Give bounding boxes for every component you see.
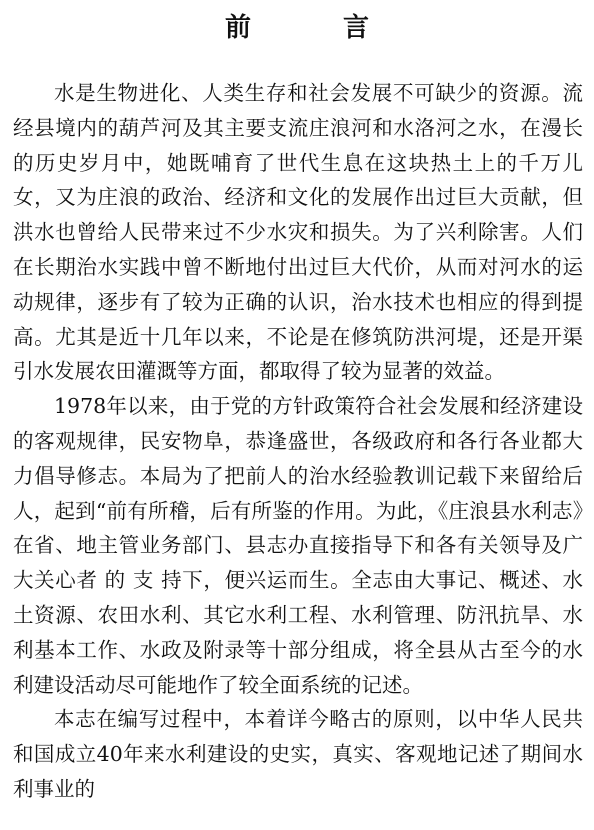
title-char-right: 言: [343, 13, 370, 43]
paragraph-2: 1978年以来，由于党的方针政策符合社会发展和经济建设的客观规律，民安物阜，恭逢盛世，各级政府和各行各业都大力倡导修志。本局为了把前人的治水经验教训记载下来留给后人，起到“前有所稽，后有所鉴的作用。为此，《庄浪县水利志》在省、地主管业务部门、县志办直接指导下和各有关领导及广大关心者 的 支 持下，便兴运而生。全志由大事记、概述、水土资源、农田水利、其它水利工程、水利管理、防汛抗旱、水利基本工作、水政及附录等十部分组成，将全县从古至今的水利建设活动尽可能地作了较全面系统的记述。: [13, 394, 583, 697]
title-char-left: 前: [224, 13, 251, 43]
page-title: [0, 8, 594, 48]
document-body: [13, 76, 583, 807]
paragraph-1: 水是生物进化、人类生存和社会发展不可缺少的资源。流经县境内的葫芦河及其主要支流庄浪河和水洛河之水，在漫长的历史岁月中，她既哺育了世代生息在这块热土上的千万儿女，又为庄浪的政治、经济和文化的发展作出过巨大贡献，但洪水也曾给人民带来过不少水灾和损失。为了兴利除害。人们在长期治水实践中曾不断地付出过巨大代价，从而对河水的运动规律，逐步有了较为正确的认识，治水技术也相应的得到提高。尤其是近十几年以来，不论是在修筑防洪河堤，还是开渠引水发展农田灌溉等方面，都取得了较为显著的效益。: [13, 81, 583, 384]
paragraph-3: 本志在编写过程中，本着详今略古的原则，以中华人民共和国成立40年来水利建设的史实，真实、客观地记述了期间水利事业的: [13, 707, 583, 801]
